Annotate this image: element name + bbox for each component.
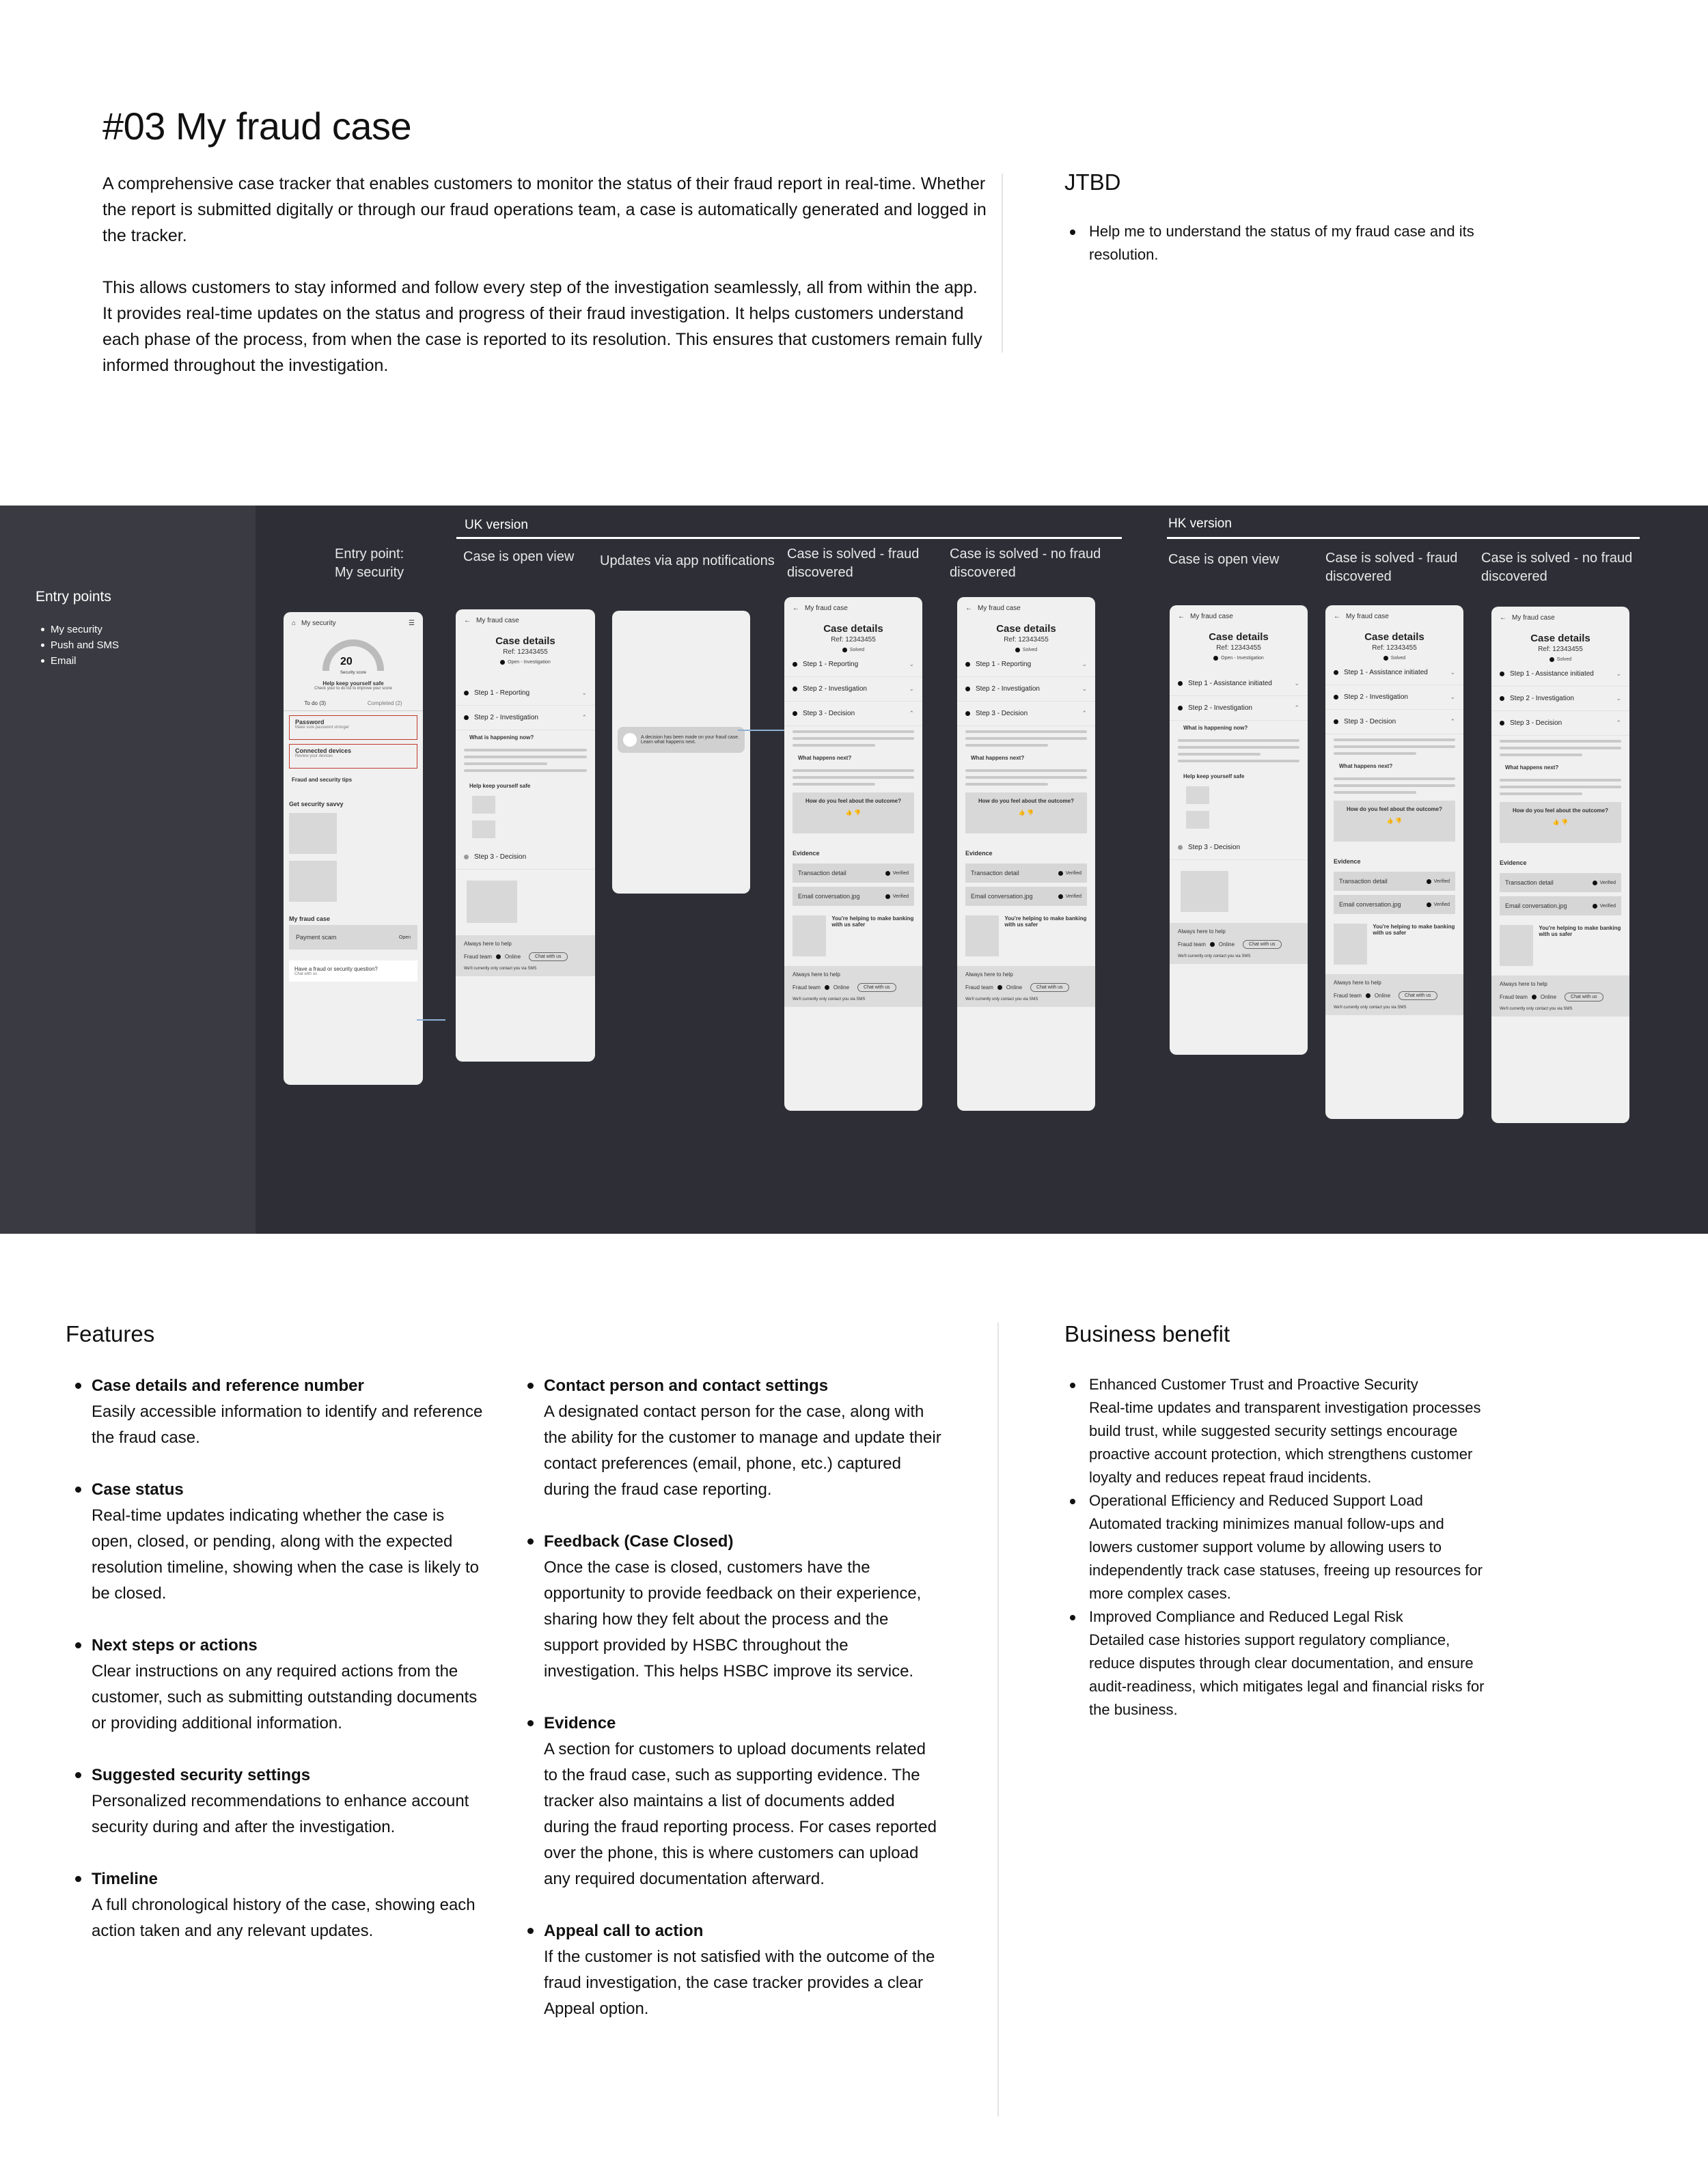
alert-title: Password xyxy=(295,719,325,725)
feature-item: Timeline A full chronological history of the case, showing each action taken and any relevant updates. xyxy=(66,1866,489,1944)
intro-text xyxy=(102,171,991,404)
fraud-case-card[interactable] xyxy=(289,925,417,950)
back-arrow-icon[interactable]: ← xyxy=(1178,612,1185,620)
case-status: Open xyxy=(398,935,411,940)
sms-note: We'll currently only contact you via SMS xyxy=(464,967,537,971)
alert-title: Connected devices xyxy=(295,747,352,754)
online-status: Online xyxy=(833,984,850,991)
promo-image xyxy=(1500,925,1533,966)
evidence-item[interactable]: Transaction detail Verified xyxy=(965,863,1087,883)
entry-point-item: Email xyxy=(41,653,119,669)
step-decision[interactable]: Step 3 - Decision ⌃ xyxy=(1491,711,1629,736)
uk-case-nofraud-screen xyxy=(957,597,1095,1111)
alert-password[interactable] xyxy=(289,715,417,740)
help-title: Always here to help xyxy=(1334,980,1381,986)
fraud-team-label: Fraud team xyxy=(965,984,993,991)
chat-button[interactable]: Chat with us xyxy=(1565,993,1603,1001)
chat-button[interactable]: Chat with us xyxy=(1030,983,1069,992)
flow-arrow xyxy=(417,1019,445,1021)
menu-icon[interactable]: ☰ xyxy=(409,619,415,627)
helping-text: You're helping to make banking with us safer xyxy=(1004,915,1087,928)
promo-image xyxy=(793,915,826,956)
helping-text: You're helping to make banking with us safer xyxy=(1373,924,1455,936)
step-decision[interactable]: Step 3 - Decision xyxy=(1170,835,1308,860)
uk-case-open-screen xyxy=(456,609,595,1062)
what-next-heading: What happens next? xyxy=(1505,764,1559,771)
case-ref: Ref: 12343455 xyxy=(1538,646,1583,653)
feature-item: Case details and reference number Easily accessible information to identify and reference the fraud case. xyxy=(66,1373,489,1451)
step-investigation[interactable]: Step 2 - Investigation ⌄ xyxy=(957,677,1095,702)
notification-text: A decision has been made on your fraud case. Learn what happens next. xyxy=(641,735,739,745)
hk-case-open-screen xyxy=(1170,605,1308,1055)
question-card[interactable] xyxy=(289,960,417,982)
promo-image xyxy=(1181,871,1228,912)
back-arrow-icon[interactable]: ← xyxy=(1500,613,1506,622)
promo-image xyxy=(467,881,517,923)
case-status-badge: Solved xyxy=(1491,657,1629,662)
screen-title: My security xyxy=(301,619,336,627)
sms-note: We'll currently only contact you via SMS xyxy=(1334,1006,1407,1010)
benefit-title: Business benefit xyxy=(1064,1321,1230,1346)
notification-screen xyxy=(612,611,750,894)
screen-header-title: My fraud case xyxy=(1346,612,1389,620)
help-panel xyxy=(1491,976,1629,1017)
hk-version-label: HK version xyxy=(1168,516,1232,531)
thumbs-icons[interactable]: 👍 👎 xyxy=(1018,810,1034,816)
helping-text: You're helping to make banking with us safer xyxy=(1539,925,1621,937)
help-panel xyxy=(456,935,595,976)
sms-note: We'll currently only contact you via SMS xyxy=(1178,954,1251,958)
chat-button[interactable]: Chat with us xyxy=(1243,940,1282,949)
article-thumbnail[interactable] xyxy=(289,813,337,854)
column-label-hk-open: Case is open view xyxy=(1168,552,1280,567)
uk-version-label: UK version xyxy=(465,518,528,532)
back-arrow-icon[interactable]: ← xyxy=(1334,612,1340,620)
tip-thumbnail[interactable] xyxy=(472,796,495,814)
entry-points-list xyxy=(41,622,119,669)
feedback-card: How do you feel about the outcome? 👍 👎 xyxy=(1334,801,1455,842)
case-ref: Ref: 12343455 xyxy=(1216,644,1261,652)
help-title: Always here to help xyxy=(965,971,1013,978)
screen-header-title: My fraud case xyxy=(805,604,848,612)
case-title: Case details xyxy=(1364,631,1424,643)
chevron-down-icon: ⌄ xyxy=(581,689,587,696)
tab-completed[interactable]: Completed (2) xyxy=(367,700,402,706)
features-list-1 xyxy=(66,1373,489,1970)
case-status-badge: Open - Investigation xyxy=(1170,656,1308,661)
divider xyxy=(1002,174,1003,353)
column-label-uk-nofraud: Case is solved - no fraud discovered xyxy=(950,547,1101,580)
home-icon[interactable]: ⌂ xyxy=(292,619,297,627)
jtbd-list xyxy=(1066,220,1489,266)
step-investigation[interactable]: Step 2 - Investigation ⌄ xyxy=(784,677,922,702)
uk-version-rule xyxy=(456,537,1122,539)
fraud-team-label: Fraud team xyxy=(1500,994,1528,1000)
evidence-heading: Evidence xyxy=(965,850,993,857)
step-reporting[interactable]: Step 1 - Reporting ⌄ xyxy=(456,681,595,706)
feedback-card: How do you feel about the outcome? 👍 👎 xyxy=(793,792,914,833)
hk-version-rule xyxy=(1167,537,1640,539)
fraud-team-label: Fraud team xyxy=(1178,941,1206,948)
step-decision[interactable]: Step 3 - Decision ⌃ xyxy=(957,702,1095,726)
feedback-card: How do you feel about the outcome? 👍 👎 xyxy=(965,792,1087,833)
thumbs-icons[interactable]: 👍 👎 xyxy=(1552,819,1569,825)
thumbs-icons[interactable]: 👍 👎 xyxy=(845,810,862,816)
uk-case-fraud-screen xyxy=(784,597,922,1111)
benefit-item: Operational Efficiency and Reduced Support Load Automated tracking minimizes manual follow-ups and lowers customer support volume by allowing users to independently track case statuses, freeing up resources for more complex cases. xyxy=(1066,1489,1489,1605)
evidence-heading: Evidence xyxy=(793,850,820,857)
what-next-heading: What happens next? xyxy=(971,755,1025,761)
online-status: Online xyxy=(1540,994,1557,1000)
case-ref: Ref: 12343455 xyxy=(831,636,876,644)
help-title: Always here to help xyxy=(464,941,512,947)
chat-button[interactable]: Chat with us xyxy=(857,983,896,992)
screen-header-title: My fraud case xyxy=(476,616,519,624)
feature-item: Evidence A section for customers to upload documents related to the fraud case, such as supporting evidence. The tracker also maintains a list of documents added during the fraud reporting process. For cases reported over the phone, this is where customers can upload any required documentation afterward. xyxy=(518,1711,941,1892)
online-status: Online xyxy=(504,954,521,960)
evidence-item[interactable]: Email conversation.jpg Verified xyxy=(793,887,914,906)
help-panel xyxy=(1325,974,1463,1015)
evidence-heading: Evidence xyxy=(1334,858,1361,865)
case-name: Payment scam xyxy=(296,934,337,941)
chevron-up-icon: ⌃ xyxy=(581,714,587,721)
feature-item: Contact person and contact settings A designated contact person for the case, along with the ability for the customer to manage and update their contact preferences (email, phone, etc.) captured during the fraud case reporting. xyxy=(518,1373,941,1503)
step-assistance[interactable]: Step 1 - Assistance initiated ⌄ xyxy=(1491,662,1629,687)
fraud-tips-item[interactable]: Fraud and security tips xyxy=(292,777,353,783)
case-title: Case details xyxy=(996,623,1056,635)
page-title: #03 My fraud case xyxy=(102,105,412,148)
feature-item: Appeal call to action If the customer is not satisfied with the outcome of the fraud investigation, the case tracker provides a clear Appeal option. xyxy=(518,1918,941,2022)
benefit-item: Enhanced Customer Trust and Proactive Security Real-time updates and transparent investigation processes build trust, while suggested security settings encourage proactive account protection, which strengthens customer loyalty and reduces repeat fraud incidents. xyxy=(1066,1373,1489,1489)
case-status-badge: Solved xyxy=(1325,656,1463,661)
case-ref: Ref: 12343455 xyxy=(1004,636,1049,644)
sms-note: We'll currently only contact you via SMS xyxy=(793,997,866,1001)
step-investigation[interactable]: Step 2 - Investigation ⌃ xyxy=(456,706,595,730)
chat-button[interactable]: Chat with us xyxy=(529,952,568,961)
step-investigation[interactable]: Step 2 - Investigation ⌄ xyxy=(1491,687,1629,711)
promo-image xyxy=(1334,924,1367,965)
feature-item: Next steps or actions Clear instructions on any required actions from the customer, such as submitting outstanding documents or providing additional information. xyxy=(66,1633,489,1737)
entry-point-item: My security xyxy=(41,622,119,637)
column-label-hk-fraud: Case is solved - fraud discovered xyxy=(1325,551,1458,584)
feature-item: Suggested security settings Personalized recommendations to enhance account security during and after the investigation. xyxy=(66,1763,489,1840)
column-label-uk-open: Case is open view xyxy=(463,549,575,564)
screen-header-title: My fraud case xyxy=(978,604,1021,612)
my-security-screen xyxy=(284,612,423,1085)
screen-header-title: My fraud case xyxy=(1190,612,1233,620)
security-gauge xyxy=(322,639,384,671)
flows-band xyxy=(0,506,1708,1234)
case-title: Case details xyxy=(823,623,883,635)
case-status-badge: Solved xyxy=(957,648,1095,652)
case-title: Case details xyxy=(1530,633,1590,644)
online-status: Online xyxy=(1218,941,1235,948)
feedback-card: How do you feel about the outcome? 👍 👎 xyxy=(1500,802,1621,843)
step-decision[interactable]: Step 3 - Decision ⌃ xyxy=(1325,710,1463,734)
what-next-heading: What happens next? xyxy=(798,755,852,761)
features-list-2 xyxy=(518,1373,941,2048)
step-reporting[interactable]: Step 1 - Reporting ⌄ xyxy=(784,652,922,677)
question-title: Have a fraud or security question? xyxy=(294,966,378,972)
what-next-heading: What happens next? xyxy=(1339,763,1393,769)
features-title: Features xyxy=(66,1321,155,1346)
evidence-item[interactable]: Transaction detail Verified xyxy=(793,863,914,883)
entry-point-item: Push and SMS xyxy=(41,637,119,653)
case-ref: Ref: 12343455 xyxy=(1372,644,1417,652)
jtbd-item: Help me to understand the status of my fraud case and its resolution. xyxy=(1066,220,1489,266)
chat-button[interactable]: Chat with us xyxy=(1399,991,1437,1000)
step-decision[interactable]: Step 3 - Decision xyxy=(456,845,595,870)
push-notification[interactable] xyxy=(618,727,745,753)
back-arrow-icon[interactable]: ← xyxy=(793,604,799,612)
tip-thumbnail[interactable] xyxy=(1186,786,1209,804)
savvy-title: Get security savvy xyxy=(289,801,344,807)
fraud-team-label: Fraud team xyxy=(793,984,821,991)
evidence-heading: Evidence xyxy=(1500,859,1527,866)
alert-subtitle: Review your devices xyxy=(295,754,333,758)
case-status-badge: Open - Investigation xyxy=(456,660,595,665)
screen-header xyxy=(284,612,423,634)
help-title: Always here to help xyxy=(1500,981,1547,987)
helping-text: You're helping to make banking with us safer xyxy=(831,915,914,928)
column-label-uk-notif: Updates via app notifications xyxy=(600,553,775,568)
help-panel xyxy=(957,966,1095,1007)
entry-points-title: Entry points xyxy=(36,589,111,605)
step-investigation[interactable]: Step 2 - Investigation ⌄ xyxy=(1325,685,1463,710)
case-ref: Ref: 12343455 xyxy=(503,648,548,656)
fraud-team-label: Fraud team xyxy=(464,954,492,960)
help-title: Always here to help xyxy=(1178,928,1226,935)
intro-paragraph-2: This allows customers to stay informed and follow every step of the investigation seamlessly, all from within the app. It provides real-time updates on the status and progress of their fraud investigation. It helps customers understand each phase of the process, from when the case is reported to its resolution. This ensures that customers remain fully informed throughout the investigation. xyxy=(102,278,982,375)
help-panel xyxy=(784,966,922,1007)
fraud-case-title: My fraud case xyxy=(289,915,331,922)
benefit-item: Improved Compliance and Reduced Legal Risk Detailed case histories support regulatory compliance, reduce disputes through clear documentation, and ensure audit-readiness, which mitigates legal and financial risks for the business. xyxy=(1066,1605,1489,1722)
step-reporting[interactable]: Step 1 - Reporting ⌄ xyxy=(957,652,1095,677)
jtbd-title: JTBD xyxy=(1064,169,1121,195)
tip-subtitle: Check your to do list to improve your score xyxy=(314,687,392,691)
happening-heading: What is happening now? xyxy=(1183,725,1248,731)
tab-todo[interactable]: To do (3) xyxy=(304,700,326,706)
feature-item: Feedback (Case Closed) Once the case is closed, customers have the opportunity to provide feedback on their experience, sharing how they felt about the process and the support provided by HSBC throughout the investigation. This helps HSBC improve its service. xyxy=(518,1529,941,1685)
help-panel xyxy=(1170,923,1308,964)
video-thumbnail[interactable] xyxy=(289,861,337,902)
case-title: Case details xyxy=(495,635,555,647)
evidence-item[interactable]: Email conversation.jpg Verified xyxy=(1500,896,1621,915)
evidence-item[interactable]: Email conversation.jpg Verified xyxy=(965,887,1087,906)
promo-image xyxy=(965,915,999,956)
intro-paragraph-1: A comprehensive case tracker that enables customers to monitor the status of their fraud report in real-time. Whether the report is submitted digitally or through our fraud operations team, a case is automatically generated and logged in the tracker. xyxy=(102,174,987,245)
evidence-item[interactable]: Transaction detail Verified xyxy=(1500,873,1621,892)
alert-subtitle: Make sure password stronger xyxy=(295,725,350,730)
entry-points-panel xyxy=(0,506,256,1234)
flow-arrow xyxy=(738,730,784,731)
evidence-item[interactable]: Transaction detail Verified xyxy=(1334,872,1455,891)
security-score: 20 xyxy=(340,656,353,667)
evidence-item[interactable]: Email conversation.jpg Verified xyxy=(1334,895,1455,914)
back-arrow-icon[interactable]: ← xyxy=(965,604,972,612)
happening-heading: What is happening now? xyxy=(469,734,534,741)
step-decision[interactable]: Step 3 - Decision ⌃ xyxy=(784,702,922,726)
column-label-hk-nofraud: Case is solved - no fraud discovered xyxy=(1481,551,1633,584)
tip-title: Help keep yourself safe xyxy=(322,680,384,687)
tip-thumbnail[interactable] xyxy=(472,820,495,838)
fraud-team-label: Fraud team xyxy=(1334,993,1362,999)
online-status: Online xyxy=(1374,993,1391,999)
case-title: Case details xyxy=(1209,631,1269,643)
alert-devices[interactable] xyxy=(289,744,417,769)
step-investigation[interactable]: Step 2 - Investigation ⌃ xyxy=(1170,696,1308,721)
score-label: Security score xyxy=(340,671,366,675)
question-subtitle: Chat with us xyxy=(294,972,318,976)
back-arrow-icon[interactable]: ← xyxy=(464,616,471,624)
keep-safe-heading: Help keep yourself safe xyxy=(1183,773,1245,779)
keep-safe-heading: Help keep yourself safe xyxy=(469,783,531,789)
tip-thumbnail[interactable] xyxy=(1186,811,1209,829)
column-label-entry: Entry point: My security xyxy=(335,547,404,580)
benefit-list xyxy=(1066,1373,1489,1722)
app-icon xyxy=(623,733,637,747)
sms-note: We'll currently only contact you via SMS xyxy=(965,997,1038,1001)
help-title: Always here to help xyxy=(793,971,840,978)
case-status-badge: Solved xyxy=(784,648,922,652)
hk-case-nofraud-screen xyxy=(1491,607,1629,1123)
divider xyxy=(997,1323,999,2116)
hk-case-fraud-screen xyxy=(1325,605,1463,1119)
column-label-uk-fraud: Case is solved - fraud discovered xyxy=(787,547,920,580)
step-assistance[interactable]: Step 1 - Assistance initiated ⌄ xyxy=(1325,661,1463,685)
sms-note: We'll currently only contact you via SMS xyxy=(1500,1007,1573,1011)
step-assistance[interactable]: Step 1 - Assistance initiated ⌄ xyxy=(1170,672,1308,696)
thumbs-icons[interactable]: 👍 👎 xyxy=(1386,818,1403,824)
screen-header-title: My fraud case xyxy=(1512,613,1555,622)
online-status: Online xyxy=(1006,984,1023,991)
feature-item: Case status Real-time updates indicating whether the case is open, closed, or pending, along with the expected resolution timeline, showing when the case is likely to be closed. xyxy=(66,1477,489,1607)
